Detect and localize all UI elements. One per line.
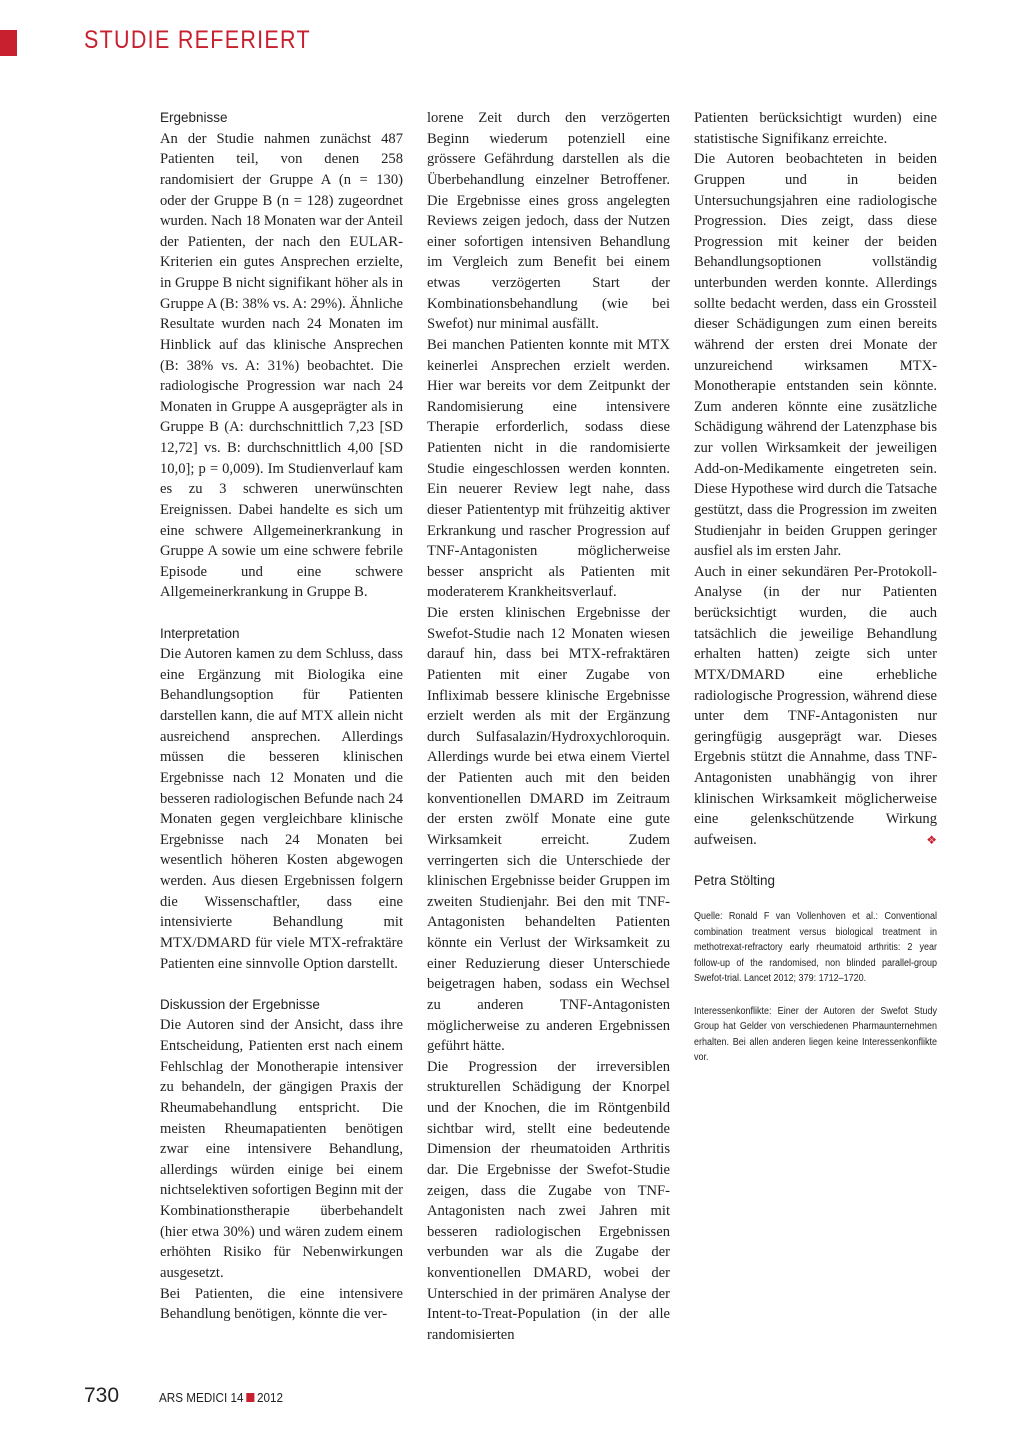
journal-name: ARS MEDICI 14 xyxy=(159,1390,244,1405)
section-title: STUDIE REFERIERT xyxy=(84,26,311,54)
paragraph-c2-1: lorene Zeit durch den verzögerten Beginn wiederum potenziell eine grössere Gefährdung darstellen als die Überbehandlung einzelner Betroffener. Die Ergebnisse eines gross angelegten Reviews zeigen jedoch, dass der Nutzen einer sofortigen intensiven Behandlung im Vergleich zum Benefit bei einem etwas verzögerten Start der Kombinationsbehandlung (wie bei Swefot) nur minimal ausfällt. xyxy=(427,110,670,333)
column-2 xyxy=(427,108,670,1346)
heading-diskussion: Diskussion der Ergebnisse xyxy=(160,996,320,1012)
author-name: Petra Stölting xyxy=(694,872,776,888)
column-3 xyxy=(694,108,937,1066)
heading-ergebnisse: Ergebnisse xyxy=(160,110,228,125)
section-marker xyxy=(0,30,17,56)
page-footer xyxy=(84,1384,284,1408)
paragraph-c3-2: Die Autoren beobachteten in beiden Gruppen und in beiden Untersuchungsjahren eine radiologische Progression. Dies zeigt, dass diese Progression mit keiner der beiden Behandlungsoptionen vollständig unterbunden werden konnte. Allerdings sollte bedacht werden, dass ein Grossteil dieser Schädigungen zum einen bereits während der ersten drei Monate der unzureichend wirksamen MTX-Monotherapie entstanden sein könnte. Zum anderen könnte eine zusätzliche Schädigung während der Latenzphase bis zur vollen Wirksamkeit der jeweiligen Add-on-Medikamente eingetreten sein. Diese Hypothese wird durch die Tatsache gestützt, dass die Progression im zweiten Studienjahr in beiden Gruppen geringer ausfiel als im ersten Jahr. xyxy=(694,151,937,560)
paragraph-c3-3-text: Auch in einer sekundären Per-Protokoll-Analyse (in der nur Patienten berücksichtigt wurden, die auch tatsächlich die jeweilige Behandlung erhalten hatten) zeigte sich unter MTX/DMARD eine erhebliche radiologische Progression, während diese unter dem TNF-Antagonisten nur geringfügig ausgeprägt war. Dieses Ergebnis stützt die Annahme, dass TNF-Antagonisten unabhängig von ihrer klinischen Wirksamkeit möglicherweise eine gelenkschützende Wirkung aufweisen. xyxy=(694,563,937,848)
paragraph-diskussion-2: Bei Patienten, die eine intensivere Behandlung benötigen, könnte die ver- xyxy=(160,1285,403,1323)
paragraph-c2-2: Bei manchen Patienten konnte mit MTX keinerlei Ansprechen erzielt werden. Hier war bereits vor dem Zeitpunkt der Randomisierung eine intensivere Therapie erforderlich, sodass diese Patienten nicht in die randomisierte Studie eingeschlossen werden konnten. Ein neuerer Review legt nahe, dass dieser Patiententyp mit frühzeitig aktiver Erkrankung und rascher Progression auf TNF-Antagonisten möglicherweise besser anspricht als Patienten mit moderaterem Krankheitsverlauf. xyxy=(427,336,670,601)
page-number: 730 xyxy=(84,1384,120,1407)
source-reference: Quelle: Ronald F van Vollenhoven et al.: Conventional combination treatment versus biological treatment in methotrexat-refractory early rheumatoid arthritis: 2 year follow-up of the randomised, non blinded parallel-group Swefot-trial. Lancet 2012; 379: 1712–1720. xyxy=(694,911,937,985)
paragraph-c3-1: Patienten berücksichtigt wurden) eine statistische Signifikanz erreichte. xyxy=(694,110,937,147)
conflicts-of-interest: Interessenkonflikte: Einer der Autoren der Swefot Study Group hat Gelder von verschiedenen Pharmaunternehmen erhalten. Bei allen anderen liegen keine Interessenkonflikte vor. xyxy=(694,1005,937,1064)
paragraph-diskussion-1: Die Autoren sind der Ansicht, dass ihre Entscheidung, Patienten erst nach einem Fehlschlag der Monotherapie intensiver zu behandeln, der gängigen Praxis der Rheumabehandlung entspricht. Die meisten Rheumapatienten benötigen zwar eine intensivere Behandlung, allerdings würden einige bei einem nichtselektiven sofortigen Beginn mit der Kombinationstherapie überbehandelt (hier etwa 30%) und wären zudem einem erhöhten Risiko für Nebenwirkungen ausgesetzt. xyxy=(160,1017,403,1281)
paragraph-ergebnisse: An der Studie nahmen zunächst 487 Patienten teil, von denen 258 randomisiert der Gruppe A (n = 130) oder der Gruppe B (n = 128) zugeordnet wurden. Nach 18 Monaten war der Anteil der Patienten, der nach den EULAR-Kriterien ein gutes Ansprechen erzielte, in Gruppe B nicht signifikant höher als in Gruppe A (B: 38% vs. A: 29%). Ähnliche Resultate wurden nach 24 Monaten im Hinblick auf das klinische Ansprechen (B: 38% vs. A: 31%) beobachtet. Die radiologische Progression war nach 24 Monaten in Gruppe A ausgeprägter als in Gruppe B (A: durchschnittlich 7,23 [SD 12,72] vs. B: durchschnittlich 4,00 [SD 10,0]; p = 0,009). Im Studienverlauf kam es zu 3 schweren unerwünschten Ereignissen. Dabei handelte es sich um eine schwere Allgemeinerkrankung in Gruppe A sowie um eine schwere febrile Episode und eine schwere Allgemeinerkrankung in Gruppe B. xyxy=(160,130,403,601)
paragraph-c2-3: Die ersten klinischen Ergebnisse der Swefot-Studie nach 12 Monaten wiesen darauf hin, dass bei MTX-refraktären Patienten mit einer Zugabe von Infliximab bessere klinische Ergebnisse erzielt werden als mit der Ergänzung durch Sulfasalazin/Hydroxychloroquin. Allerdings wurde bei etwa einem Viertel der Patienten auch mit den beiden konventionellen DMARD im Zeitraum der ersten zwölf Monate eine gute Wirksamkeit erreicht. Zudem verringerten sich die Unterschiede der klinischen Ergebnisse beider Gruppen im zweiten Studienjahr. Bei den mit TNF-Antagonisten behandelten Patienten könnte ein Verlust der Wirksamkeit zu einer Reduzierung dieser Unterschiede beigetragen haben, sodass ein Wechsel zu anderen TNF-Antagonisten möglicherweise zu anderen Ergebnissen geführt hätte. xyxy=(427,605,670,1055)
end-of-article-icon: ❖ xyxy=(926,832,937,847)
paragraph-c2-4: Die Progression der irreversiblen strukturellen Schädigung der Knorpel und der Knochen, die im Röntgenbild sichtbar wird, stellt eine bedeutende Dimension der rheumatoiden Arthritis dar. Die Ergebnisse der Swefot-Studie zeigen, dass die Zugabe von TNF-Antagonisten nach zwei Jahren mit besseren radiologischen Ergebnissen verbunden war als die Zugabe der konventionellen DMARD, wobei der Unterschied in der primären Analyse der Intent-to-Treat-Population (in der alle randomisierten xyxy=(427,1058,670,1343)
heading-interpretation: Interpretation xyxy=(160,625,240,641)
column-1 xyxy=(160,108,403,1325)
separator-square-icon xyxy=(246,1393,254,1402)
journal-year: 2012 xyxy=(257,1390,284,1405)
journal-issue xyxy=(159,1390,283,1405)
paragraph-interpretation: Die Autoren kamen zu dem Schluss, dass eine Ergänzung mit Biologika eine Behandlungsoption für Patienten darstellen kann, die auf MTX allein nicht ausreichend ansprechen. Allerdings müssen die besseren klinischen Ergebnisse nach 12 Monaten und die besseren radiologischen Befunde nach 24 Monaten gegen vergleichbare klinische Ergebnisse nach 24 Monaten bei wesentlich höheren Kosten abgewogen werden. Aus diesen Ergebnissen folgern die Wissenschaftler, dass eine intensivierte Behandlung mit MTX/DMARD für viele MTX-refraktäre Patienten eine sinnvolle Option darstellt. xyxy=(160,646,403,972)
paragraph-c3-3 xyxy=(694,562,937,851)
